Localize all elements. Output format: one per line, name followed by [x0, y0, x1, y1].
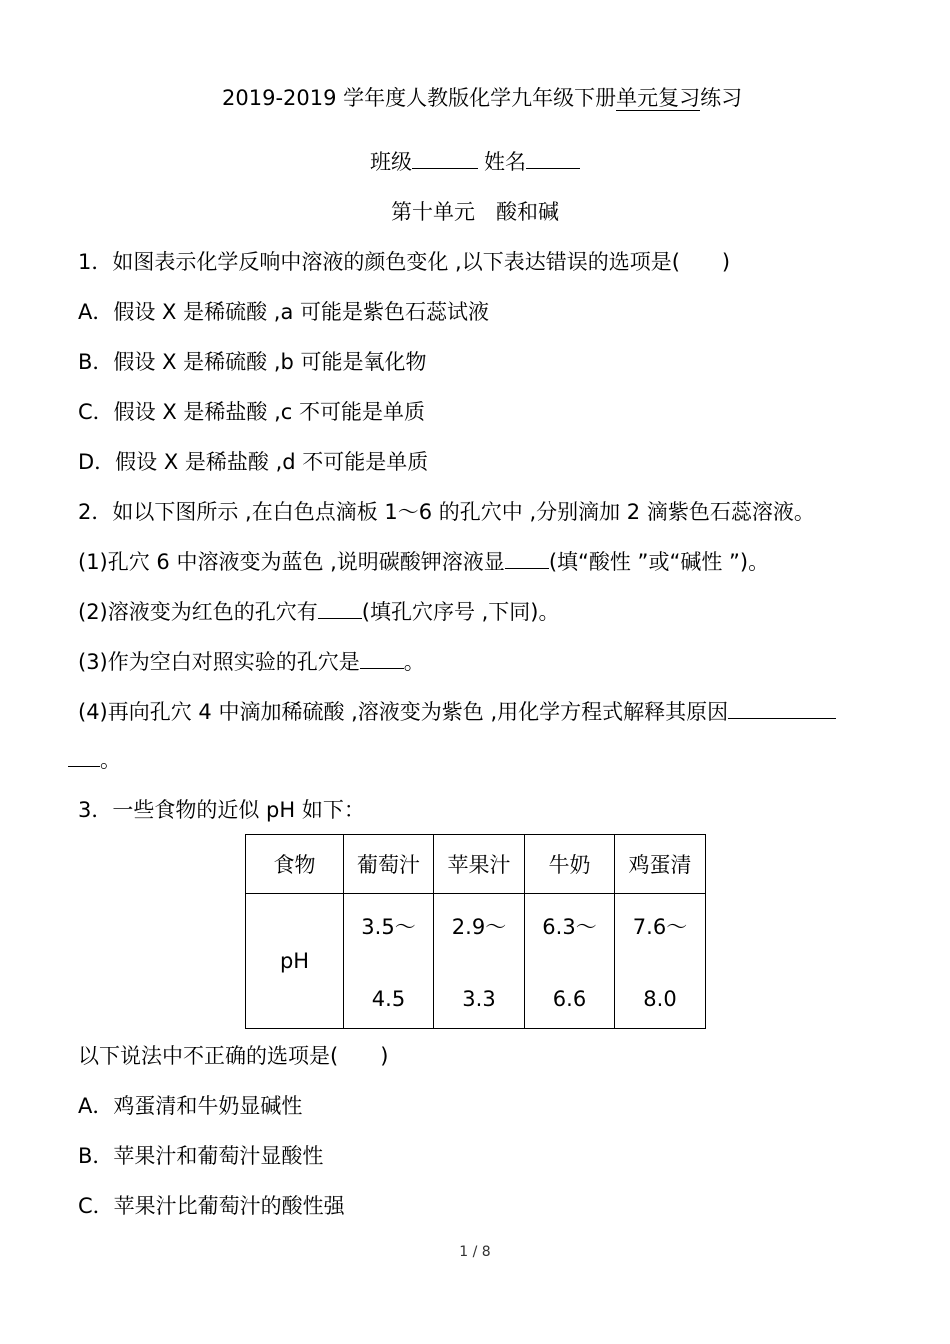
- q2-part4-text: (4)再向孔穴 4 中滴加稀硫酸 ,溶液变为紫色 ,用化学方程式解释其原因: [78, 700, 729, 724]
- q2-part4: [78, 698, 836, 726]
- class-label: 班级: [370, 150, 412, 174]
- q2-part2-blank: [318, 598, 362, 619]
- q2-part4-blank-continued: [68, 746, 100, 767]
- q2-part4-continued: [68, 746, 121, 774]
- document-title: [222, 84, 742, 112]
- ph-low: 7.6～: [632, 915, 688, 939]
- class-name-line: [0, 148, 950, 176]
- q2-part3: [78, 648, 425, 676]
- unit-title: 第十单元 酸和碱: [391, 200, 559, 224]
- ph-table-row: [246, 894, 706, 1029]
- q2-part3-blank: [360, 648, 404, 669]
- table-header-cell: 食物: [246, 835, 344, 894]
- q2-part4-end: 。: [100, 748, 121, 772]
- q3-option-b: B．苹果汁和葡萄汁显酸性: [78, 1144, 324, 1168]
- name-blank: [526, 148, 580, 169]
- q2-part1: [78, 548, 769, 576]
- title-underlined: 单元复习: [616, 86, 701, 110]
- q2-part2: [78, 598, 560, 626]
- ph-low: 3.5～: [361, 915, 416, 939]
- q2-part1-blank: [505, 548, 549, 569]
- ph-high: 8.0: [643, 987, 677, 1011]
- ph-high: 3.3: [462, 987, 496, 1011]
- table-header-cell: 苹果汁: [434, 835, 525, 894]
- q3-option-c: C．苹果汁比葡萄汁的酸性强: [78, 1194, 345, 1218]
- ph-high: 4.5: [371, 987, 406, 1011]
- class-blank: [412, 148, 478, 169]
- table-header-cell: 牛奶: [525, 835, 615, 894]
- q2-stem: 2．如以下图所示 ,在白色点滴板 1～6 的孔穴中 ,分别滴加 2 滴紫色石蕊溶液。: [78, 500, 815, 524]
- title-suffix: 练习: [700, 86, 743, 110]
- q1-option-c: C．假设 X 是稀盐酸 ,c 不可能是单质: [78, 400, 425, 424]
- ph-low: 2.9～: [451, 915, 507, 939]
- q1-option-b: B．假设 X 是稀硫酸 ,b 可能是氧化物: [78, 350, 427, 374]
- q1-stem: 1．如图表示化学反响中溶液的颜色变化 ,以下表达错误的选项是( ): [78, 250, 731, 274]
- q2-part3-text: (3)作为空白对照实验的孔穴是: [78, 650, 360, 674]
- q3-question: 以下说法中不正确的选项是( ): [78, 1044, 389, 1068]
- ph-table: [245, 834, 706, 1029]
- q1-option-d: D．假设 X 是稀盐酸 ,d 不可能是单质: [78, 450, 429, 474]
- q1-option-a: A．假设 X 是稀硫酸 ,a 可能是紫色石蕊试液: [78, 300, 489, 324]
- q2-part4-blank: [728, 698, 836, 719]
- table-header-cell: 鸡蛋清: [615, 835, 706, 894]
- table-cell: [434, 894, 525, 1029]
- q2-part2-hint: (填孔穴序号 ,下同)。: [361, 600, 560, 624]
- table-cell: [525, 894, 615, 1029]
- q3-option-a: A．鸡蛋清和牛奶显碱性: [78, 1094, 303, 1118]
- title-prefix: 2019-2019 学年度人教版化学九年级下册: [222, 86, 617, 110]
- ph-table-header-row: [246, 835, 706, 894]
- page-number: 1 / 8: [459, 1244, 491, 1260]
- q3-stem: 3．一些食物的近似 pH 如下：: [78, 798, 365, 822]
- q2-part2-text: (2)溶液变为红色的孔穴有: [78, 600, 318, 624]
- table-cell: [615, 894, 706, 1029]
- q2-part3-end: 。: [403, 650, 425, 674]
- table-header-cell: 葡萄汁: [344, 835, 434, 894]
- ph-row-label: pH: [246, 894, 344, 1029]
- ph-low: 6.3～: [542, 915, 597, 939]
- q2-part1-hint: (填“酸性 ”或“碱性 ”)。: [548, 550, 770, 574]
- table-cell: [344, 894, 434, 1029]
- q2-part1-text: (1)孔穴 6 中溶液变为蓝色 ,说明碳酸钾溶液显: [78, 550, 505, 574]
- ph-high: 6.6: [552, 987, 587, 1011]
- name-label: 姓名: [484, 150, 526, 174]
